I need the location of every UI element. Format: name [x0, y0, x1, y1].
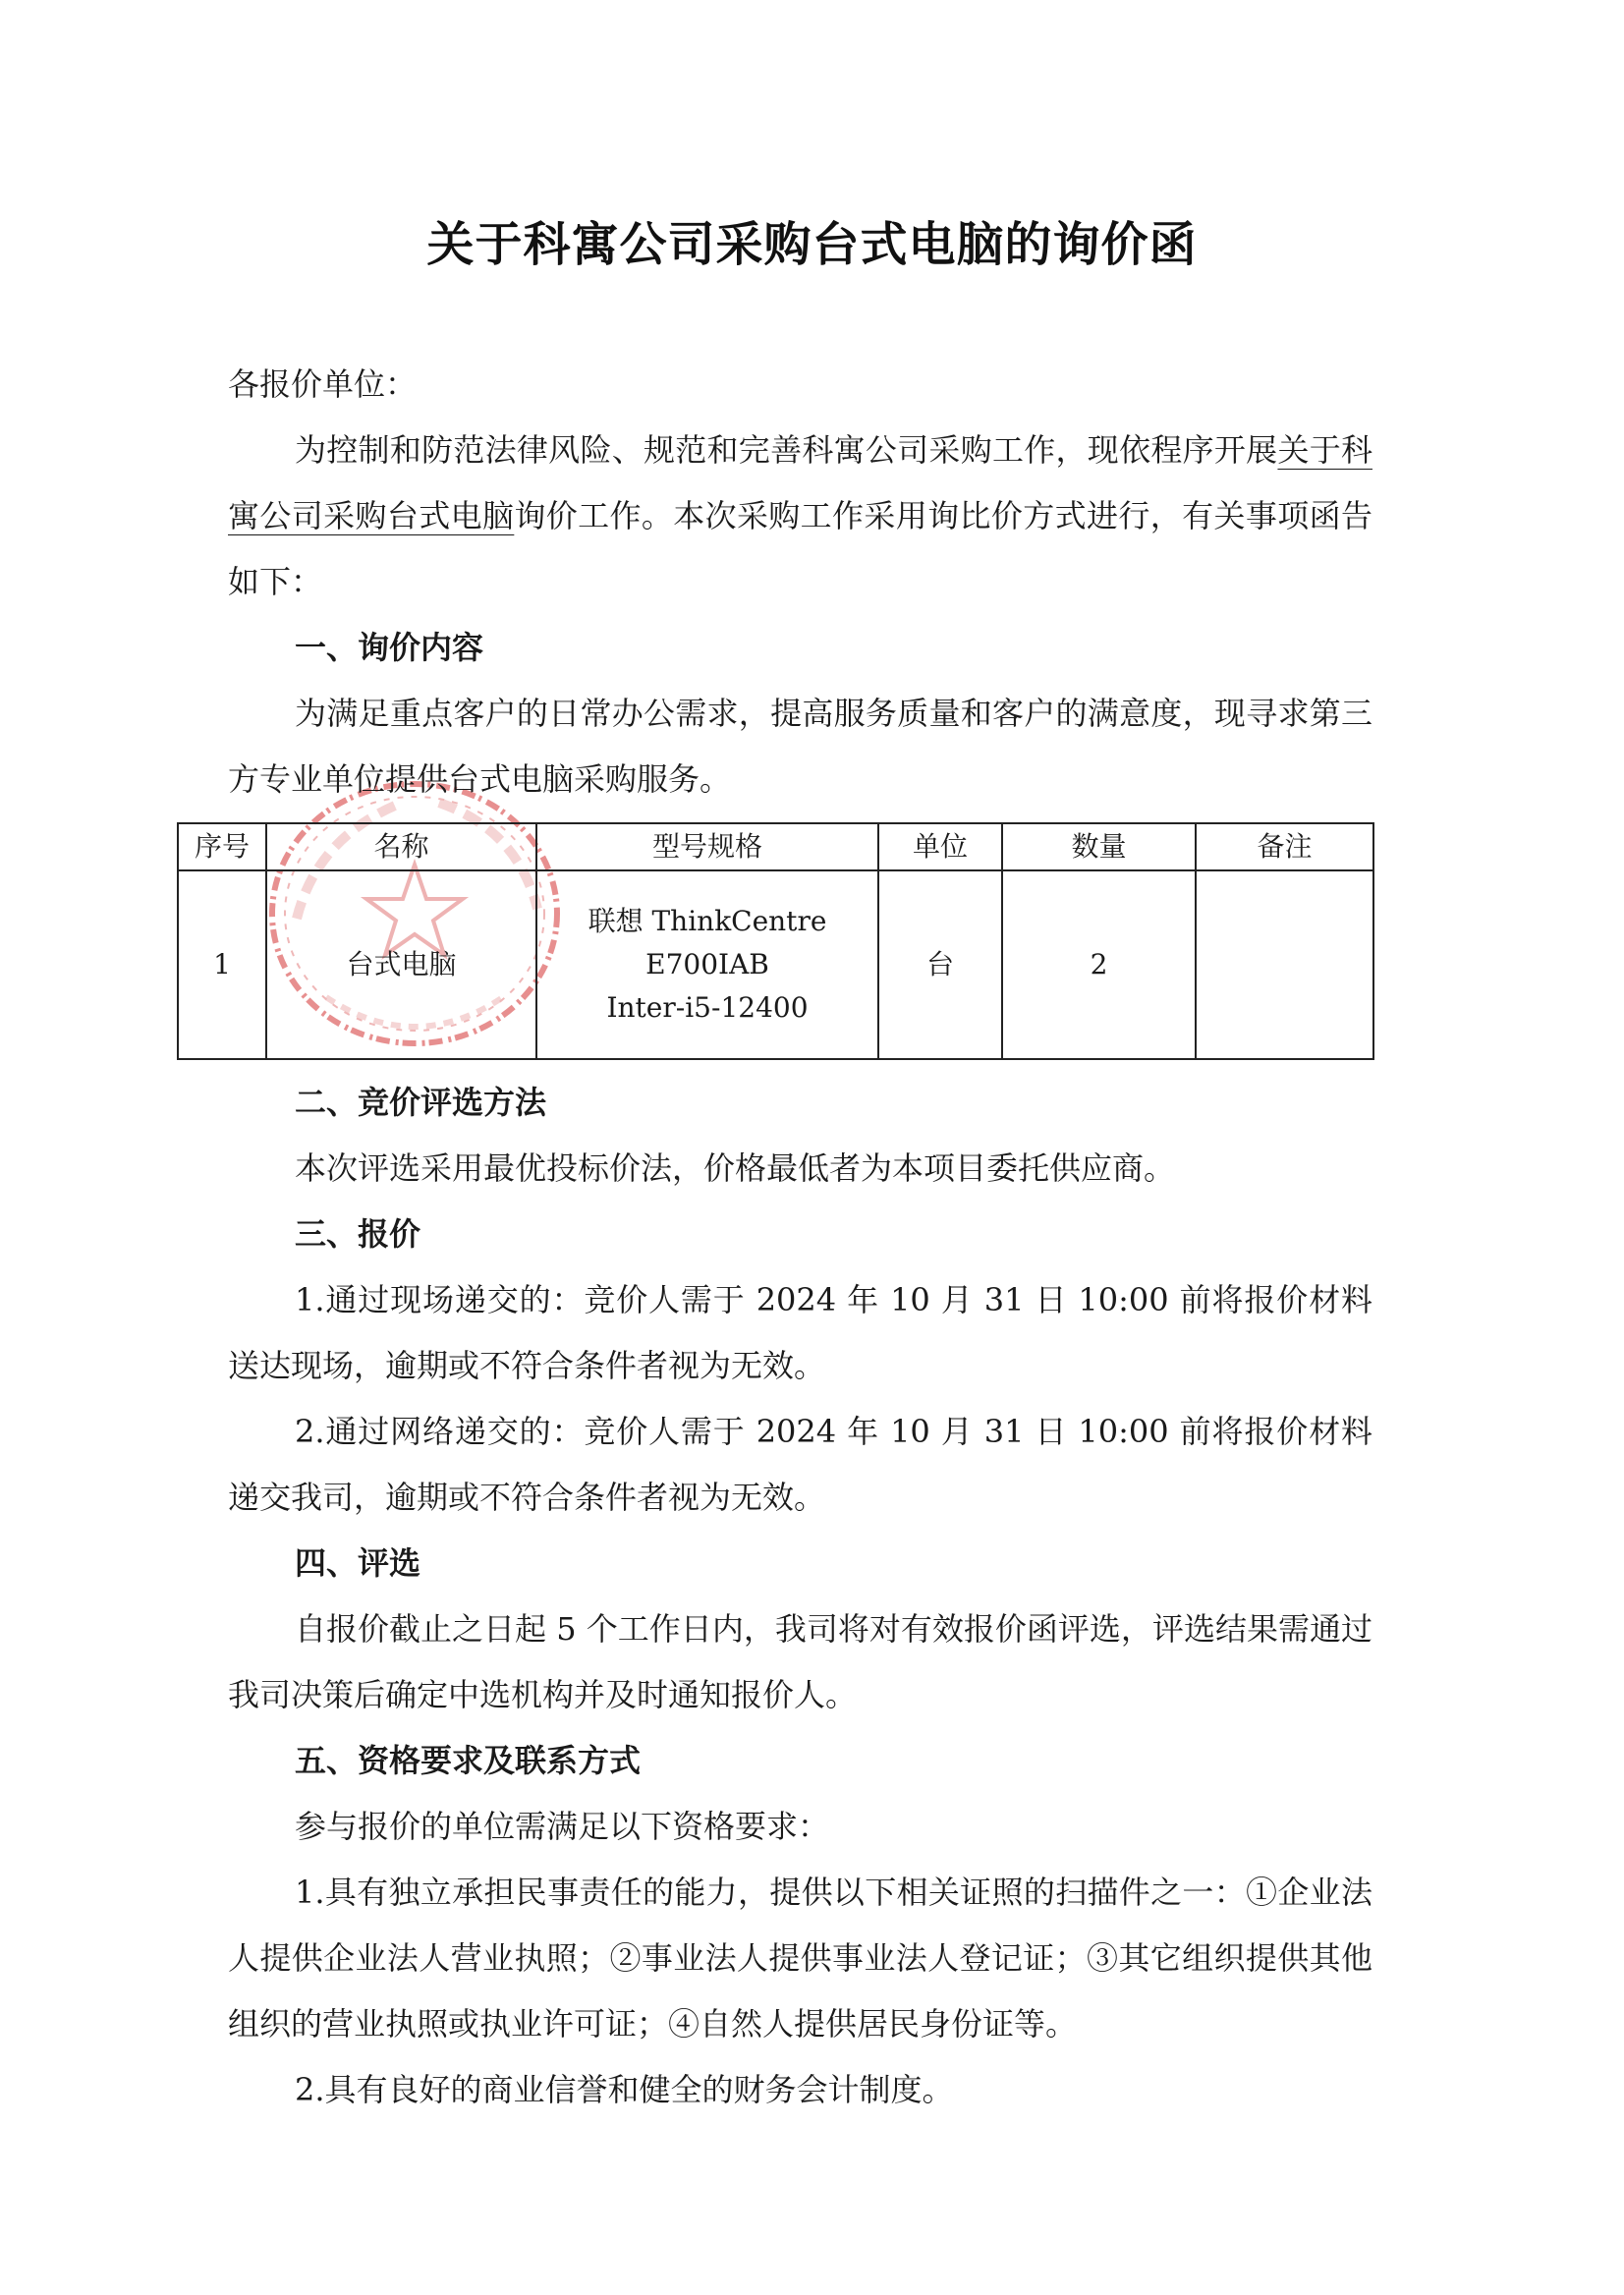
- spec-line-3: Inter-i5-12400: [606, 991, 809, 1024]
- table-header-qty: 数量: [1002, 823, 1196, 870]
- cell-remark: [1196, 870, 1373, 1059]
- section-heading-5: 五、资格要求及联系方式: [295, 1742, 642, 1779]
- cell-name: 台式电脑: [266, 870, 536, 1059]
- section-5-intro: 参与报价的单位需满足以下资格要求：: [295, 1808, 830, 1845]
- spec-line-1: 联想 ThinkCentre: [588, 905, 827, 937]
- section-3-item-2: 2.通过网络递交的：竞价人需于 2024 年 10 月 31 日 10:00 前将报价材料递交我司，逾期或不符合条件者视为无效。: [228, 1413, 1372, 1516]
- section-heading-3: 三、报价: [295, 1215, 421, 1253]
- table-header-name: 名称: [266, 823, 536, 870]
- salutation: 各报价单位：: [228, 365, 418, 403]
- section-text-4: 自报价截止之日起 5 个工作日内，我司将对有效报价函评选，评选结果需通过我司决策后确定中选机构并及时通知报价人。: [228, 1610, 1372, 1713]
- inquiry-table: [177, 822, 1374, 1060]
- document-body: [194, 352, 1372, 2123]
- table-row: [178, 870, 1373, 1059]
- section-3-item-1: 1.通过现场递交的：竞价人需于 2024 年 10 月 31 日 10:00 前将报价材料送达现场，逾期或不符合条件者视为无效。: [228, 1281, 1372, 1384]
- section-heading-2: 二、竞价评选方法: [295, 1084, 547, 1121]
- cell-no: 1: [178, 870, 266, 1059]
- table-header-remark: 备注: [1196, 823, 1373, 870]
- section-text-1: 为满足重点客户的日常办公需求，提高服务质量和客户的满意度，现寻求第三方专业单位提供台式电脑采购服务。: [228, 695, 1372, 798]
- table-header-no: 序号: [178, 823, 266, 870]
- section-5-item-2: 2.具有良好的商业信誉和健全的财务会计制度。: [295, 2071, 954, 2108]
- section-5-item-1: 1.具有独立承担民事责任的能力，提供以下相关证照的扫描件之一：①企业法人提供企业法人营业执照；②事业法人提供事业法人登记证；③其它组织提供其他组织的营业执照或执业许可证；④自然人提供居民身份证等。: [228, 1874, 1372, 2043]
- section-text-2: 本次评选采用最优投标价法，价格最低者为本项目委托供应商。: [295, 1149, 1176, 1187]
- cell-unit: 台: [878, 870, 1002, 1059]
- project-name-underlined: 关于科寓公司采购台式电脑: [228, 431, 1372, 534]
- spec-line-2: E700IAB: [645, 948, 769, 980]
- intro-paragraph: [228, 418, 1372, 615]
- table-header-unit: 单位: [878, 823, 1002, 870]
- cell-qty: 2: [1002, 870, 1196, 1059]
- intro-text-before: 为控制和防范法律风险、规范和完善科寓公司采购工作，现依程序开展: [295, 431, 1278, 469]
- table-header-row: [178, 823, 1373, 870]
- table-header-spec: 型号规格: [536, 823, 878, 870]
- document-title: 关于科寓公司采购台式电脑的询价函: [426, 217, 1198, 272]
- section-heading-4: 四、评选: [295, 1544, 421, 1582]
- intro-text-after: 询价工作。本次采购工作采用询比价方式进行，有关事项函告如下：: [228, 497, 1372, 600]
- section-heading-1: 一、询价内容: [295, 629, 484, 666]
- cell-spec: [536, 870, 878, 1059]
